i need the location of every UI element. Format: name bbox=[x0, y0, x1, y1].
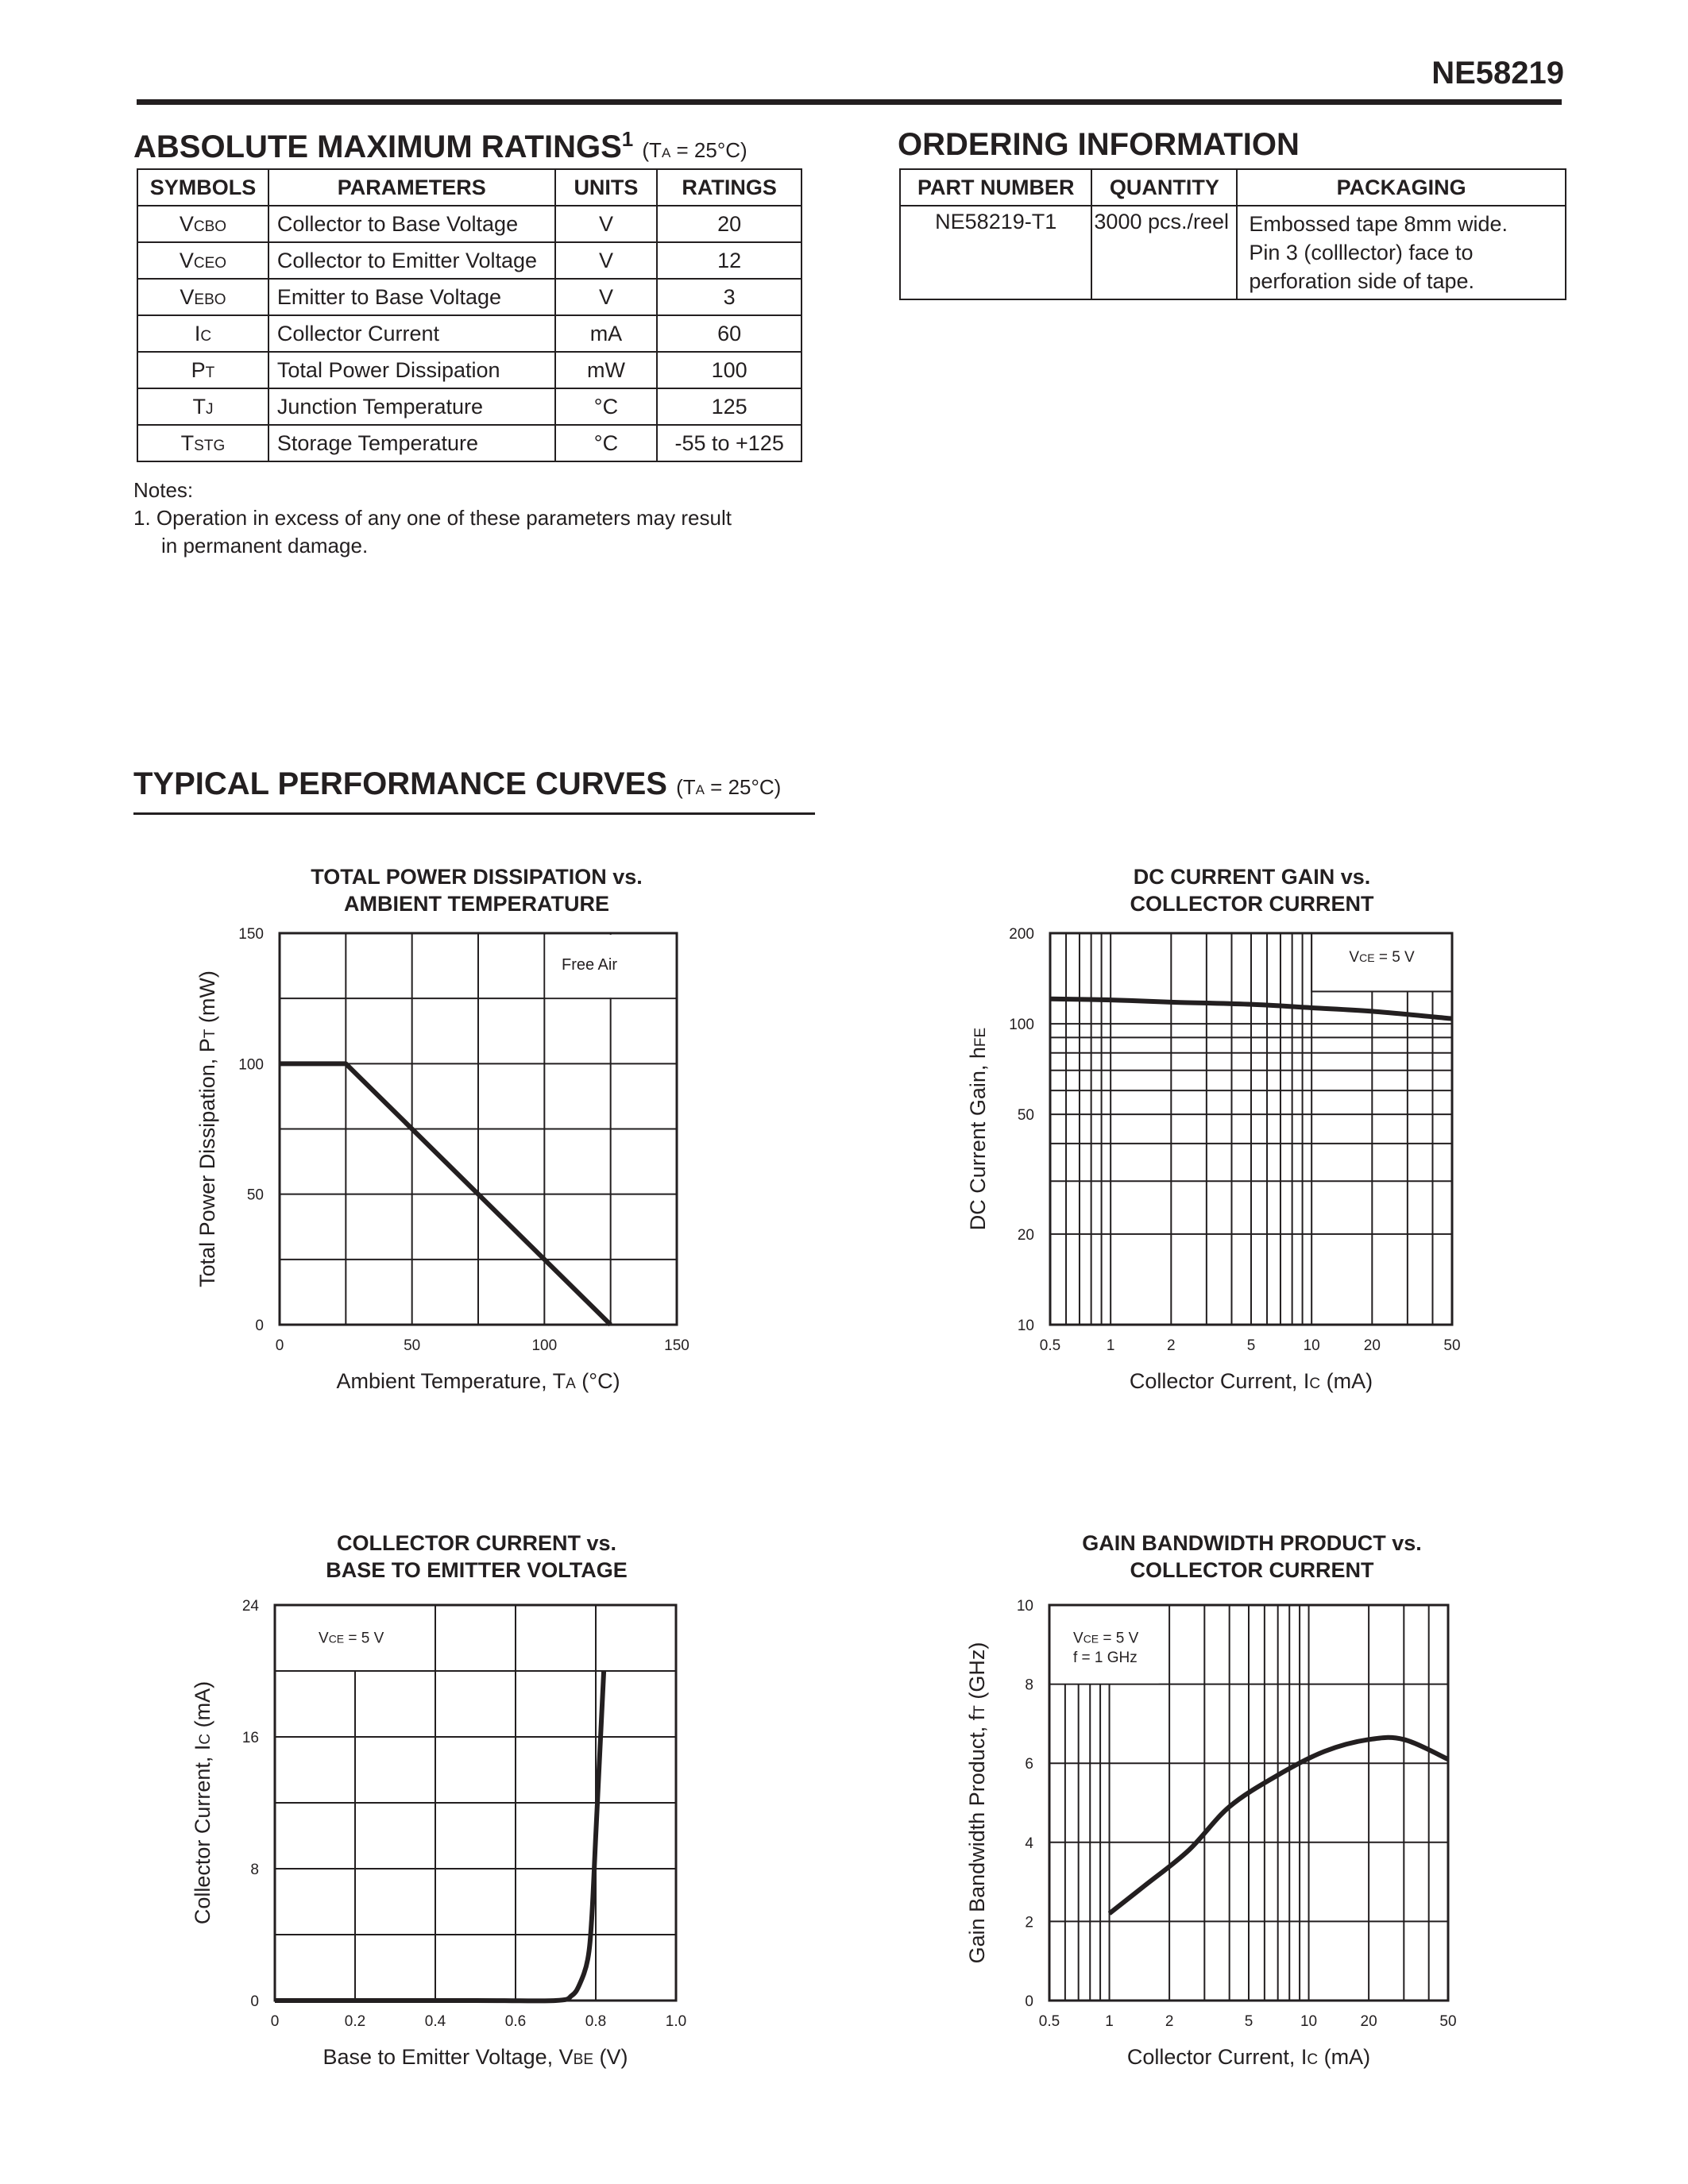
x-tick-label: 5 bbox=[1244, 2013, 1253, 2030]
chart-2 bbox=[966, 926, 1461, 1393]
x-tick-label: 5 bbox=[1246, 1337, 1256, 1354]
annotation-vce: VCE = 5 V bbox=[1073, 1630, 1139, 1647]
cell-rating: 20 bbox=[657, 206, 802, 242]
col-header-quantity: QUANTITY bbox=[1091, 169, 1237, 206]
y-tick-label: 200 bbox=[1009, 926, 1034, 943]
note-1-cont: in permanent damage. bbox=[161, 534, 369, 558]
x-tick-label: 0.5 bbox=[1039, 1337, 1061, 1354]
chart-2-title-line-1: DC CURRENT GAIN vs. bbox=[1133, 865, 1371, 889]
x-tick-label: 10 bbox=[1300, 2013, 1318, 2030]
x-axis-label: Collector Current, IC (mA) bbox=[1129, 1369, 1373, 1393]
annotation-free-air: Free Air bbox=[561, 956, 618, 974]
ordering-quantity: 3000 pcs./reel bbox=[1091, 206, 1237, 299]
chart-4-title-line-1: GAIN BANDWIDTH PRODUCT vs. bbox=[1082, 1531, 1422, 1555]
x-tick-label: 10 bbox=[1303, 1337, 1320, 1354]
x-tick-label: 50 bbox=[404, 1337, 421, 1354]
cell-parameter: Collector to Emitter Voltage bbox=[268, 242, 555, 279]
y-tick-label: 50 bbox=[1017, 1107, 1034, 1125]
cell-rating: 125 bbox=[657, 388, 802, 425]
y-tick-label: 20 bbox=[1017, 1226, 1034, 1244]
cell-unit: V bbox=[555, 206, 658, 242]
chart-1-title-line-1: TOTAL POWER DISSIPATION vs. bbox=[311, 865, 643, 889]
cell-symbol: PT bbox=[137, 352, 268, 388]
y-tick-label: 4 bbox=[1025, 1835, 1033, 1852]
x-axis-label: Base to Emitter Voltage, VBE (V) bbox=[323, 2045, 628, 2069]
chart-3 bbox=[191, 1598, 686, 2069]
cell-symbol: VEBO bbox=[137, 279, 268, 315]
col-header-packaging: PACKAGING bbox=[1237, 169, 1566, 206]
cell-parameter: Emitter to Base Voltage bbox=[268, 279, 555, 315]
y-tick-label: 150 bbox=[238, 926, 264, 943]
chart-4 bbox=[965, 1598, 1457, 2069]
cell-unit: V bbox=[555, 242, 658, 279]
notes-label: Notes: bbox=[133, 478, 194, 502]
cell-rating: 3 bbox=[657, 279, 802, 315]
cell-parameter: Junction Temperature bbox=[268, 388, 555, 425]
y-axis-label: Total Power Dissipation, PT (mW) bbox=[195, 970, 219, 1287]
cell-unit: mA bbox=[555, 315, 658, 352]
cell-rating: 60 bbox=[657, 315, 802, 352]
cell-parameter: Storage Temperature bbox=[268, 425, 555, 461]
packaging-line-1: Embossed tape 8mm wide. bbox=[1249, 212, 1508, 236]
x-tick-label: 1.0 bbox=[665, 2013, 687, 2030]
y-tick-label: 16 bbox=[241, 1730, 259, 1746]
x-axis-label: Ambient Temperature, TA (°C) bbox=[336, 1369, 620, 1393]
cell-parameter: Total Power Dissipation bbox=[268, 352, 555, 388]
x-tick-label: 0.8 bbox=[585, 2013, 607, 2030]
cell-unit: mW bbox=[555, 352, 658, 388]
x-tick-label: 0 bbox=[270, 2013, 280, 2030]
col-header-parameters: PARAMETERS bbox=[268, 169, 555, 206]
x-tick-label: 0.5 bbox=[1038, 2013, 1060, 2030]
y-tick-label: 100 bbox=[1009, 1017, 1034, 1034]
cell-symbol: TJ bbox=[137, 388, 268, 425]
y-tick-label: 50 bbox=[246, 1187, 264, 1204]
annotation-vce: VCE = 5 V bbox=[1349, 949, 1415, 966]
chart-1 bbox=[195, 926, 689, 1393]
y-tick-label: 0 bbox=[255, 1318, 264, 1334]
x-tick-label: 2 bbox=[1167, 1337, 1176, 1354]
series-line bbox=[275, 1671, 604, 2001]
y-tick-label: 8 bbox=[1025, 1677, 1033, 1694]
cell-symbol: TSTG bbox=[137, 425, 268, 461]
col-header-ratings: RATINGS bbox=[657, 169, 802, 206]
cell-symbol: VCBO bbox=[137, 206, 268, 242]
packaging-line-2: Pin 3 (colllector) face to bbox=[1249, 241, 1474, 264]
annotation-vce: VCE = 5 V bbox=[319, 1630, 384, 1647]
y-tick-label: 100 bbox=[238, 1056, 264, 1074]
col-header-symbols: SYMBOLS bbox=[137, 169, 268, 206]
y-tick-label: 8 bbox=[250, 1862, 259, 1878]
chart-3-title-line-1: COLLECTOR CURRENT vs. bbox=[336, 1531, 617, 1555]
abs-max-title-text: ABSOLUTE MAXIMUM RATINGS bbox=[133, 129, 622, 164]
y-tick-label: 0 bbox=[250, 1993, 259, 2010]
cell-parameter: Collector to Base Voltage bbox=[268, 206, 555, 242]
y-tick-label: 24 bbox=[241, 1598, 259, 1615]
ordering-part: NE58219-T1 bbox=[900, 206, 1091, 299]
col-header-part-number: PART NUMBER bbox=[900, 169, 1091, 206]
abs-max-note-ref: 1 bbox=[621, 127, 634, 151]
y-tick-label: 10 bbox=[1017, 1318, 1034, 1334]
note-1: 1. Operation in excess of any one of these parameters may result bbox=[133, 506, 732, 530]
ordering-title: ORDERING INFORMATION bbox=[898, 127, 1300, 162]
packaging-line-3: perforation side of tape. bbox=[1249, 269, 1475, 293]
chart-2-title-line-2: COLLECTOR CURRENT bbox=[1130, 892, 1374, 916]
col-header-units: UNITS bbox=[555, 169, 658, 206]
x-tick-label: 50 bbox=[1439, 2013, 1457, 2030]
cell-rating: 12 bbox=[657, 242, 802, 279]
x-tick-label: 2 bbox=[1165, 2013, 1174, 2030]
perf-title-text: TYPICAL PERFORMANCE CURVES bbox=[133, 766, 667, 801]
y-tick-label: 6 bbox=[1025, 1756, 1033, 1773]
cell-unit: V bbox=[555, 279, 658, 315]
y-axis-label: Collector Current, IC (mA) bbox=[191, 1680, 214, 1925]
x-tick-label: 150 bbox=[664, 1337, 689, 1354]
cell-rating: -55 to +125 bbox=[657, 425, 802, 461]
y-tick-label: 10 bbox=[1016, 1598, 1033, 1615]
y-axis-label: DC Current Gain, hFE bbox=[966, 1027, 990, 1231]
part-number: NE58219 bbox=[1431, 56, 1564, 91]
x-tick-label: 20 bbox=[1360, 2013, 1377, 2030]
cell-symbol: VCEO bbox=[137, 242, 268, 279]
chart-1-title-line-2: AMBIENT TEMPERATURE bbox=[344, 892, 609, 916]
x-tick-label: 50 bbox=[1443, 1337, 1461, 1354]
x-tick-label: 1 bbox=[1106, 1337, 1115, 1354]
annotation-freq: f = 1 GHz bbox=[1073, 1650, 1138, 1667]
perf-condition: (TA = 25°C) bbox=[676, 775, 782, 799]
chart-4-title-line-2: COLLECTOR CURRENT bbox=[1130, 1558, 1374, 1582]
cell-unit: °C bbox=[555, 388, 658, 425]
x-tick-label: 1 bbox=[1105, 2013, 1114, 2030]
x-axis-label: Collector Current, IC (mA) bbox=[1126, 2045, 1371, 2069]
abs-max-condition: (TA = 25°C) bbox=[642, 138, 747, 162]
x-tick-label: 0.4 bbox=[424, 2013, 446, 2030]
y-tick-label: 0 bbox=[1025, 1993, 1033, 2010]
x-tick-label: 0 bbox=[275, 1337, 284, 1354]
x-tick-label: 0.6 bbox=[504, 2013, 527, 2030]
chart-3-title-line-2: BASE TO EMITTER VOLTAGE bbox=[326, 1558, 628, 1582]
cell-rating: 100 bbox=[657, 352, 802, 388]
y-tick-label: 2 bbox=[1025, 1914, 1033, 1931]
cell-parameter: Collector Current bbox=[268, 315, 555, 352]
x-tick-label: 0.2 bbox=[344, 2013, 366, 2030]
cell-symbol: IC bbox=[137, 315, 268, 352]
cell-unit: °C bbox=[555, 425, 658, 461]
x-tick-label: 20 bbox=[1363, 1337, 1381, 1354]
x-tick-label: 100 bbox=[531, 1337, 558, 1354]
y-axis-label: Gain Bandwidth Product, fT (GHz) bbox=[965, 1642, 989, 1964]
